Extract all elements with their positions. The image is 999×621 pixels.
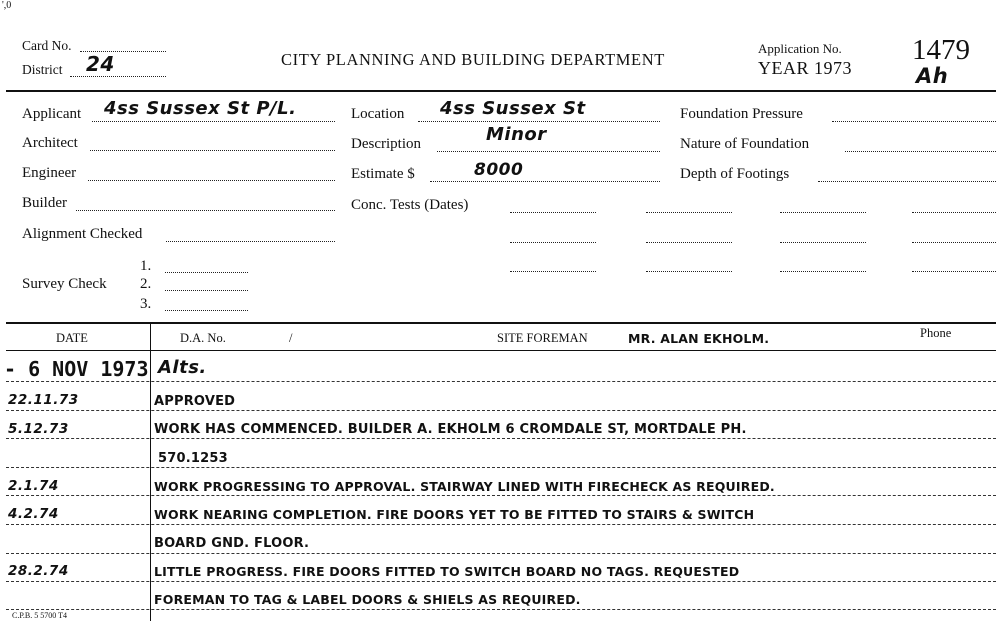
conc-line-2d — [912, 242, 996, 243]
card-no-label: Card No. — [22, 38, 72, 53]
log-date: 5.12.73 — [8, 421, 69, 437]
application-suffix: Ah — [916, 64, 949, 88]
application-no-label: Application No. — [758, 41, 842, 56]
description-value: Minor — [486, 124, 547, 145]
foundation-pressure-label: Foundation Pressure — [680, 106, 803, 122]
row-rule — [6, 410, 996, 411]
log-text: APPROVED — [154, 394, 236, 409]
builder-label: Builder — [22, 195, 67, 211]
builder-line — [76, 210, 335, 211]
conc-line-2a — [510, 242, 596, 243]
survey-item-3: 3. — [140, 296, 152, 312]
phone-label: Phone — [920, 326, 952, 340]
engineer-label: Engineer — [22, 165, 77, 181]
location-value: 4ss Sussex St — [440, 98, 586, 119]
conc-line-1b — [646, 212, 732, 213]
year-label: YEAR 1973 — [758, 58, 852, 78]
footer-print-code: C.P.B. 5 5700 T4 — [12, 611, 67, 620]
applicant-value: 4ss Sussex St P/L. — [104, 98, 297, 119]
date-header: DATE — [56, 331, 88, 345]
applicant-label: Applicant — [22, 106, 82, 122]
description-line — [437, 151, 660, 152]
row-rule — [6, 609, 996, 610]
estimate-value: 8000 — [474, 160, 524, 180]
nature-foundation-label: Nature of Foundation — [680, 136, 810, 152]
row-rule — [6, 467, 996, 468]
district-label: District — [22, 62, 63, 77]
architect-line — [90, 150, 335, 151]
conc-line-1d — [912, 212, 996, 213]
survey-item-2: 2. — [140, 276, 152, 292]
estimate-line — [430, 181, 660, 182]
log-date: 28.2.74 — [8, 563, 69, 579]
log-text: WORK HAS COMMENCED. BUILDER A. EKHOLM 6 CROMDALE ST, MORTDALE PH. — [154, 422, 747, 437]
conc-line-3d — [912, 271, 996, 272]
architect-label: Architect — [22, 135, 78, 151]
row-rule — [6, 581, 996, 582]
department-title: CITY PLANNING AND BUILDING DEPARTMENT — [281, 50, 665, 69]
conc-line-2c — [780, 242, 866, 243]
conc-line-3b — [646, 271, 732, 272]
log-text: Alts. — [158, 357, 207, 378]
log-text: WORK NEARING COMPLETION. FIRE DOORS YET TO BE FITTED TO STAIRS & SWITCH — [154, 507, 755, 522]
log-date: 22.11.73 — [8, 392, 79, 408]
date-column-divider — [150, 324, 151, 621]
site-foreman-value: MR. ALAN EKHOLM. — [628, 331, 770, 346]
location-label: Location — [351, 106, 405, 122]
survey-line-3 — [165, 310, 248, 311]
estimate-label: Estimate $ — [351, 166, 415, 182]
alignment-label: Alignment Checked — [22, 226, 143, 242]
survey-line-2 — [165, 290, 248, 291]
log-text: BOARD GND. FLOOR. — [154, 536, 310, 551]
log-date: 4.2.74 — [8, 506, 59, 522]
row-rule — [6, 438, 996, 439]
depth-footings-line — [818, 181, 996, 182]
da-no-header: D.A. No. — [180, 331, 226, 345]
header-rule — [6, 90, 996, 92]
log-date: 2.1.74 — [8, 478, 59, 494]
da-no-slash: / — [289, 331, 293, 345]
depth-footings-label: Depth of Footings — [680, 166, 790, 182]
log-date: - 6 NOV 1973 — [4, 357, 149, 381]
site-foreman-label: SITE FOREMAN — [497, 331, 588, 345]
log-text: FOREMAN TO TAG & LABEL DOORS & SHIELS AS REQUIRED. — [154, 592, 581, 607]
alignment-line — [166, 241, 335, 242]
conc-tests-label: Conc. Tests (Dates) — [351, 197, 469, 213]
row-rule — [6, 381, 996, 382]
conc-line-2b — [646, 242, 732, 243]
survey-line-1 — [165, 272, 248, 273]
survey-item-1: 1. — [140, 258, 152, 274]
row-rule — [6, 553, 996, 554]
log-text: WORK PROGRESSING TO APPROVAL. STAIRWAY LINED WITH FIRECHECK AS REQUIRED. — [154, 479, 775, 494]
log-text: LITTLE PROGRESS. FIRE DOORS FITTED TO SWITCH BOARD NO TAGS. REQUESTED — [154, 564, 740, 579]
description-label: Description — [351, 136, 421, 152]
row-rule — [6, 524, 996, 525]
nature-foundation-line — [845, 151, 996, 152]
conc-line-3a — [510, 271, 596, 272]
log-header-rule — [6, 350, 996, 351]
application-no-value: 1479 — [912, 34, 970, 66]
location-line — [418, 121, 660, 122]
foundation-pressure-line — [832, 121, 996, 122]
district-value: 24 — [86, 52, 115, 76]
row-rule — [6, 495, 996, 496]
log-top-rule — [6, 322, 996, 324]
conc-line-1a — [510, 212, 596, 213]
survey-label: Survey Check — [22, 276, 107, 292]
conc-line-1c — [780, 212, 866, 213]
conc-line-3c — [780, 271, 866, 272]
applicant-line — [92, 121, 335, 122]
district-line — [70, 76, 166, 77]
log-text: 570.1253 — [158, 451, 228, 466]
engineer-line — [88, 180, 335, 181]
corner-mark: ',0 — [2, 0, 12, 11]
